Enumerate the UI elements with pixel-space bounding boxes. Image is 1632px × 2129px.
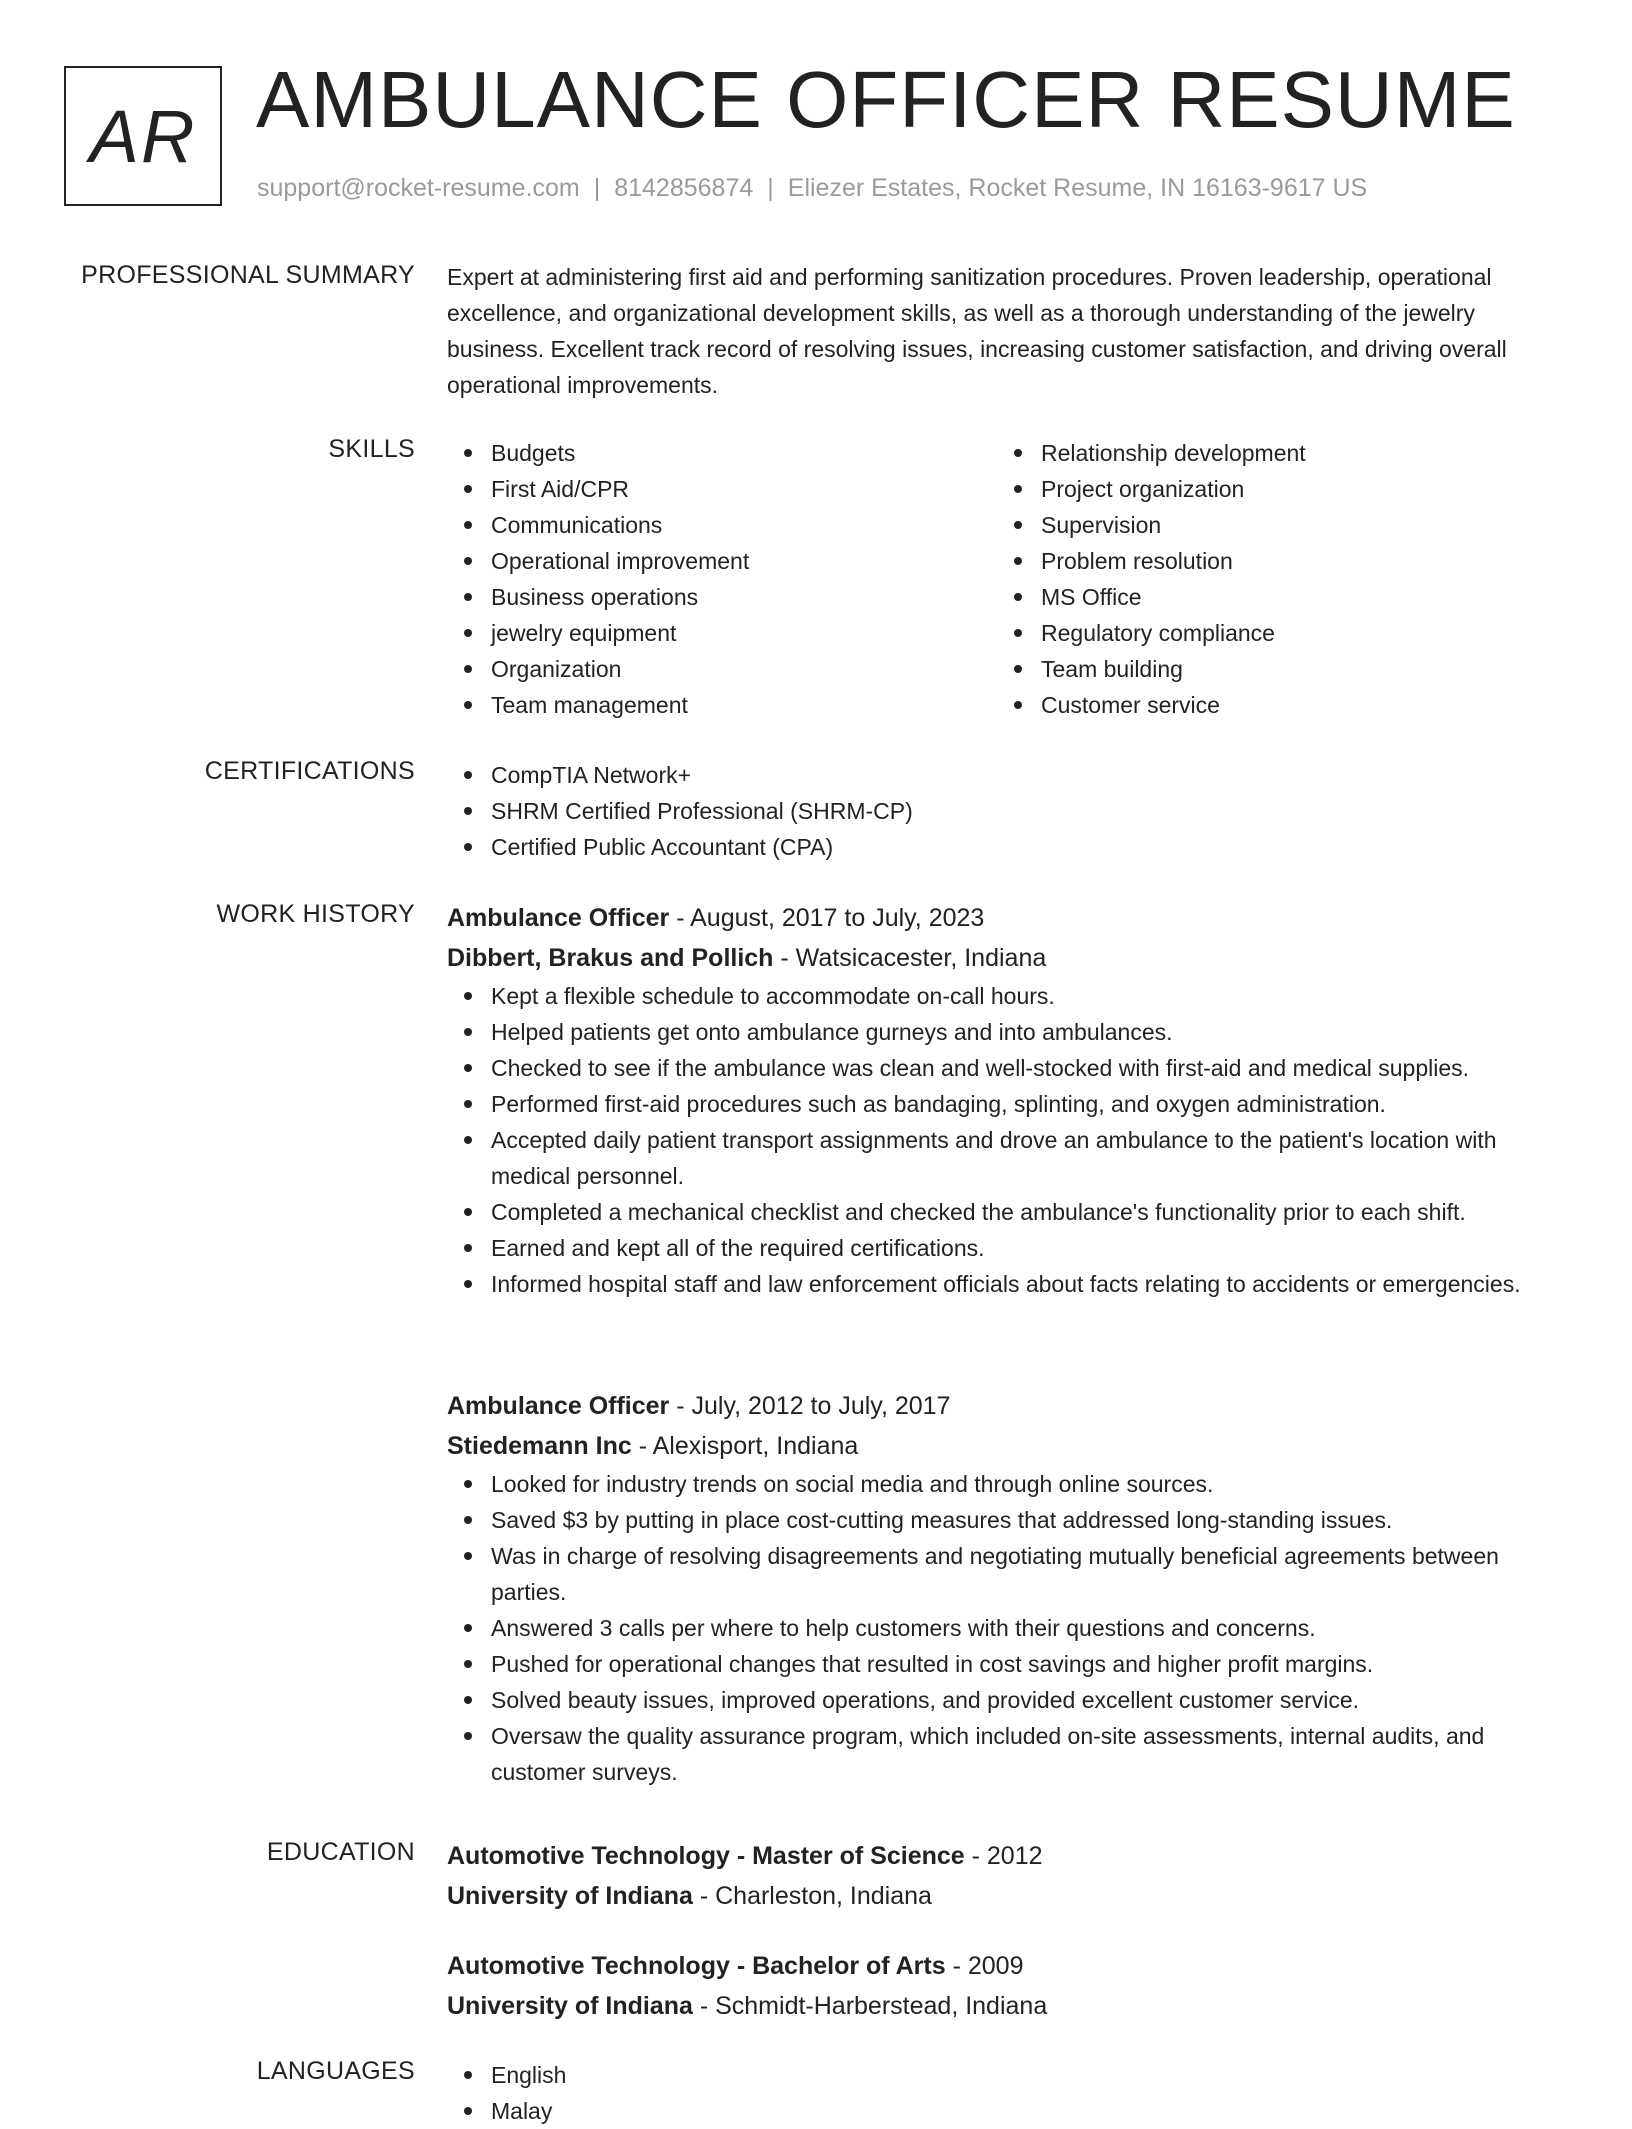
job-title-line — [447, 898, 1567, 938]
skill-item: Problem resolution — [997, 543, 1547, 579]
skill-item: Budgets — [447, 435, 997, 471]
certification-item: Certified Public Accountant (CPA) — [447, 829, 1567, 865]
contact-phone: 8142856874 — [614, 174, 754, 202]
summary-text: Expert at administering first aid and performing sanitization procedures. Proven leadership, operational excellence, and organizational development skills, as well as a thorough understanding of the jewelry business. Excellent track record of resolving issues, increasing customer satisfaction, and driving overall operational improvements. — [447, 264, 1507, 398]
job-location: - Watsicacester, Indiana — [773, 944, 1047, 972]
section-heading: PROFESSIONAL SUMMARY — [81, 261, 415, 289]
section-heading: LANGUAGES — [256, 2057, 415, 2085]
contact-email: support@rocket-resume.com — [257, 174, 580, 202]
skill-item: Project organization — [997, 471, 1547, 507]
skills-column-left — [447, 435, 997, 723]
job-company: Dibbert, Brakus and Pollich — [447, 944, 774, 972]
job-title: Ambulance Officer — [447, 904, 670, 932]
skill-item: Organization — [447, 651, 997, 687]
education-degree-line — [447, 1946, 1567, 1986]
skill-item: Operational improvement — [447, 543, 997, 579]
duty-item: Solved beauty issues, improved operations, and provided excellent customer service. — [447, 1682, 1567, 1718]
education-school: University of Indiana — [447, 1992, 693, 2020]
education-entry — [447, 1946, 1567, 2026]
section-heading: EDUCATION — [266, 1838, 415, 1866]
contact-address: Eliezer Estates, Rocket Resume, IN 16163-9617 US — [787, 174, 1368, 202]
languages-body — [447, 2057, 1567, 2129]
education-entry — [447, 1836, 1567, 1916]
job-duties-list — [447, 1466, 1567, 1790]
job-dates: - July, 2012 to July, 2017 — [669, 1392, 951, 1420]
education-year: - 2009 — [945, 1952, 1024, 1980]
job-entry — [447, 1386, 1567, 1790]
education-school-line — [447, 1876, 1567, 1916]
duty-item: Checked to see if the ambulance was clean and well-stocked with first-aid and medical supplies. — [447, 1050, 1567, 1086]
duty-item: Performed first-aid procedures such as bandaging, splinting, and oxygen administration. — [447, 1086, 1567, 1122]
contact-separator: | — [593, 174, 601, 202]
job-company-line — [447, 1426, 1567, 1466]
education-school: University of Indiana — [447, 1882, 693, 1910]
certification-item: CompTIA Network+ — [447, 757, 1567, 793]
duty-item: Pushed for operational changes that resulted in cost savings and higher profit margins. — [447, 1646, 1567, 1682]
job-title: Ambulance Officer — [447, 1392, 670, 1420]
education-degree: Automotive Technology - Master of Science — [447, 1842, 965, 1870]
skill-item: Regulatory compliance — [997, 615, 1547, 651]
language-item: English — [447, 2057, 1567, 2093]
job-location: - Alexisport, Indiana — [631, 1432, 859, 1460]
skills-column-right — [997, 435, 1547, 723]
duty-item: Informed hospital staff and law enforcement officials about facts relating to accidents or emergencies. — [447, 1266, 1567, 1302]
education-school-line — [447, 1986, 1567, 2026]
education-degree-line — [447, 1836, 1567, 1876]
skill-item: Relationship development — [997, 435, 1547, 471]
duty-item: Helped patients get onto ambulance gurneys and into ambulances. — [447, 1014, 1567, 1050]
languages-list — [447, 2057, 1567, 2129]
skills-list — [997, 435, 1547, 723]
duty-item: Earned and kept all of the required certifications. — [447, 1230, 1567, 1266]
skill-item: MS Office — [997, 579, 1547, 615]
skill-item: Customer service — [997, 687, 1547, 723]
job-title-line — [447, 1386, 1567, 1426]
duty-item: Oversaw the quality assurance program, which included on-site assessments, internal audits, and customer surveys. — [447, 1718, 1567, 1790]
duty-item: Was in charge of resolving disagreements and negotiating mutually beneficial agreements between parties. — [447, 1538, 1567, 1610]
skill-item: Supervision — [997, 507, 1547, 543]
summary-body — [447, 259, 1567, 403]
language-item: Malay — [447, 2093, 1567, 2129]
education-degree: Automotive Technology - Bachelor of Arts — [447, 1952, 946, 1980]
job-company: Stiedemann Inc — [447, 1432, 632, 1460]
contact-line — [257, 174, 1367, 203]
duty-item: Saved $3 by putting in place cost-cutting measures that addressed long-standing issues. — [447, 1502, 1567, 1538]
duty-item: Looked for industry trends on social media and through online sources. — [447, 1466, 1567, 1502]
monogram-logo: AR — [64, 66, 222, 206]
skill-item: Communications — [447, 507, 997, 543]
certifications-body — [447, 757, 1567, 865]
duty-item: Accepted daily patient transport assignments and drove an ambulance to the patient's location with medical personnel. — [447, 1122, 1567, 1194]
certifications-list — [447, 757, 1567, 865]
section-heading: CERTIFICATIONS — [204, 757, 415, 785]
duty-item: Kept a flexible schedule to accommodate on-call hours. — [447, 978, 1567, 1014]
page-title: AMBULANCE OFFICER RESUME — [256, 55, 1516, 144]
skill-item: Team building — [997, 651, 1547, 687]
skill-item: First Aid/CPR — [447, 471, 997, 507]
section-heading: WORK HISTORY — [216, 900, 415, 928]
skills-list — [447, 435, 997, 723]
skill-item: jewelry equipment — [447, 615, 997, 651]
skill-item: Team management — [447, 687, 997, 723]
duty-item: Completed a mechanical checklist and checked the ambulance's functionality prior to each shift. — [447, 1194, 1567, 1230]
skill-item: Business operations — [447, 579, 997, 615]
job-duties-list — [447, 978, 1567, 1302]
job-entry — [447, 898, 1567, 1302]
education-location: - Charleston, Indiana — [692, 1882, 932, 1910]
section-heading: SKILLS — [328, 435, 415, 463]
job-dates: - August, 2017 to July, 2023 — [669, 904, 985, 932]
certification-item: SHRM Certified Professional (SHRM-CP) — [447, 793, 1567, 829]
contact-separator: | — [767, 174, 774, 202]
education-year: - 2012 — [964, 1842, 1043, 1870]
job-company-line — [447, 938, 1567, 978]
duty-item: Answered 3 calls per where to help customers with their questions and concerns. — [447, 1610, 1567, 1646]
skills-columns — [447, 435, 1567, 723]
education-location: - Schmidt-Harberstead, Indiana — [692, 1992, 1048, 2020]
